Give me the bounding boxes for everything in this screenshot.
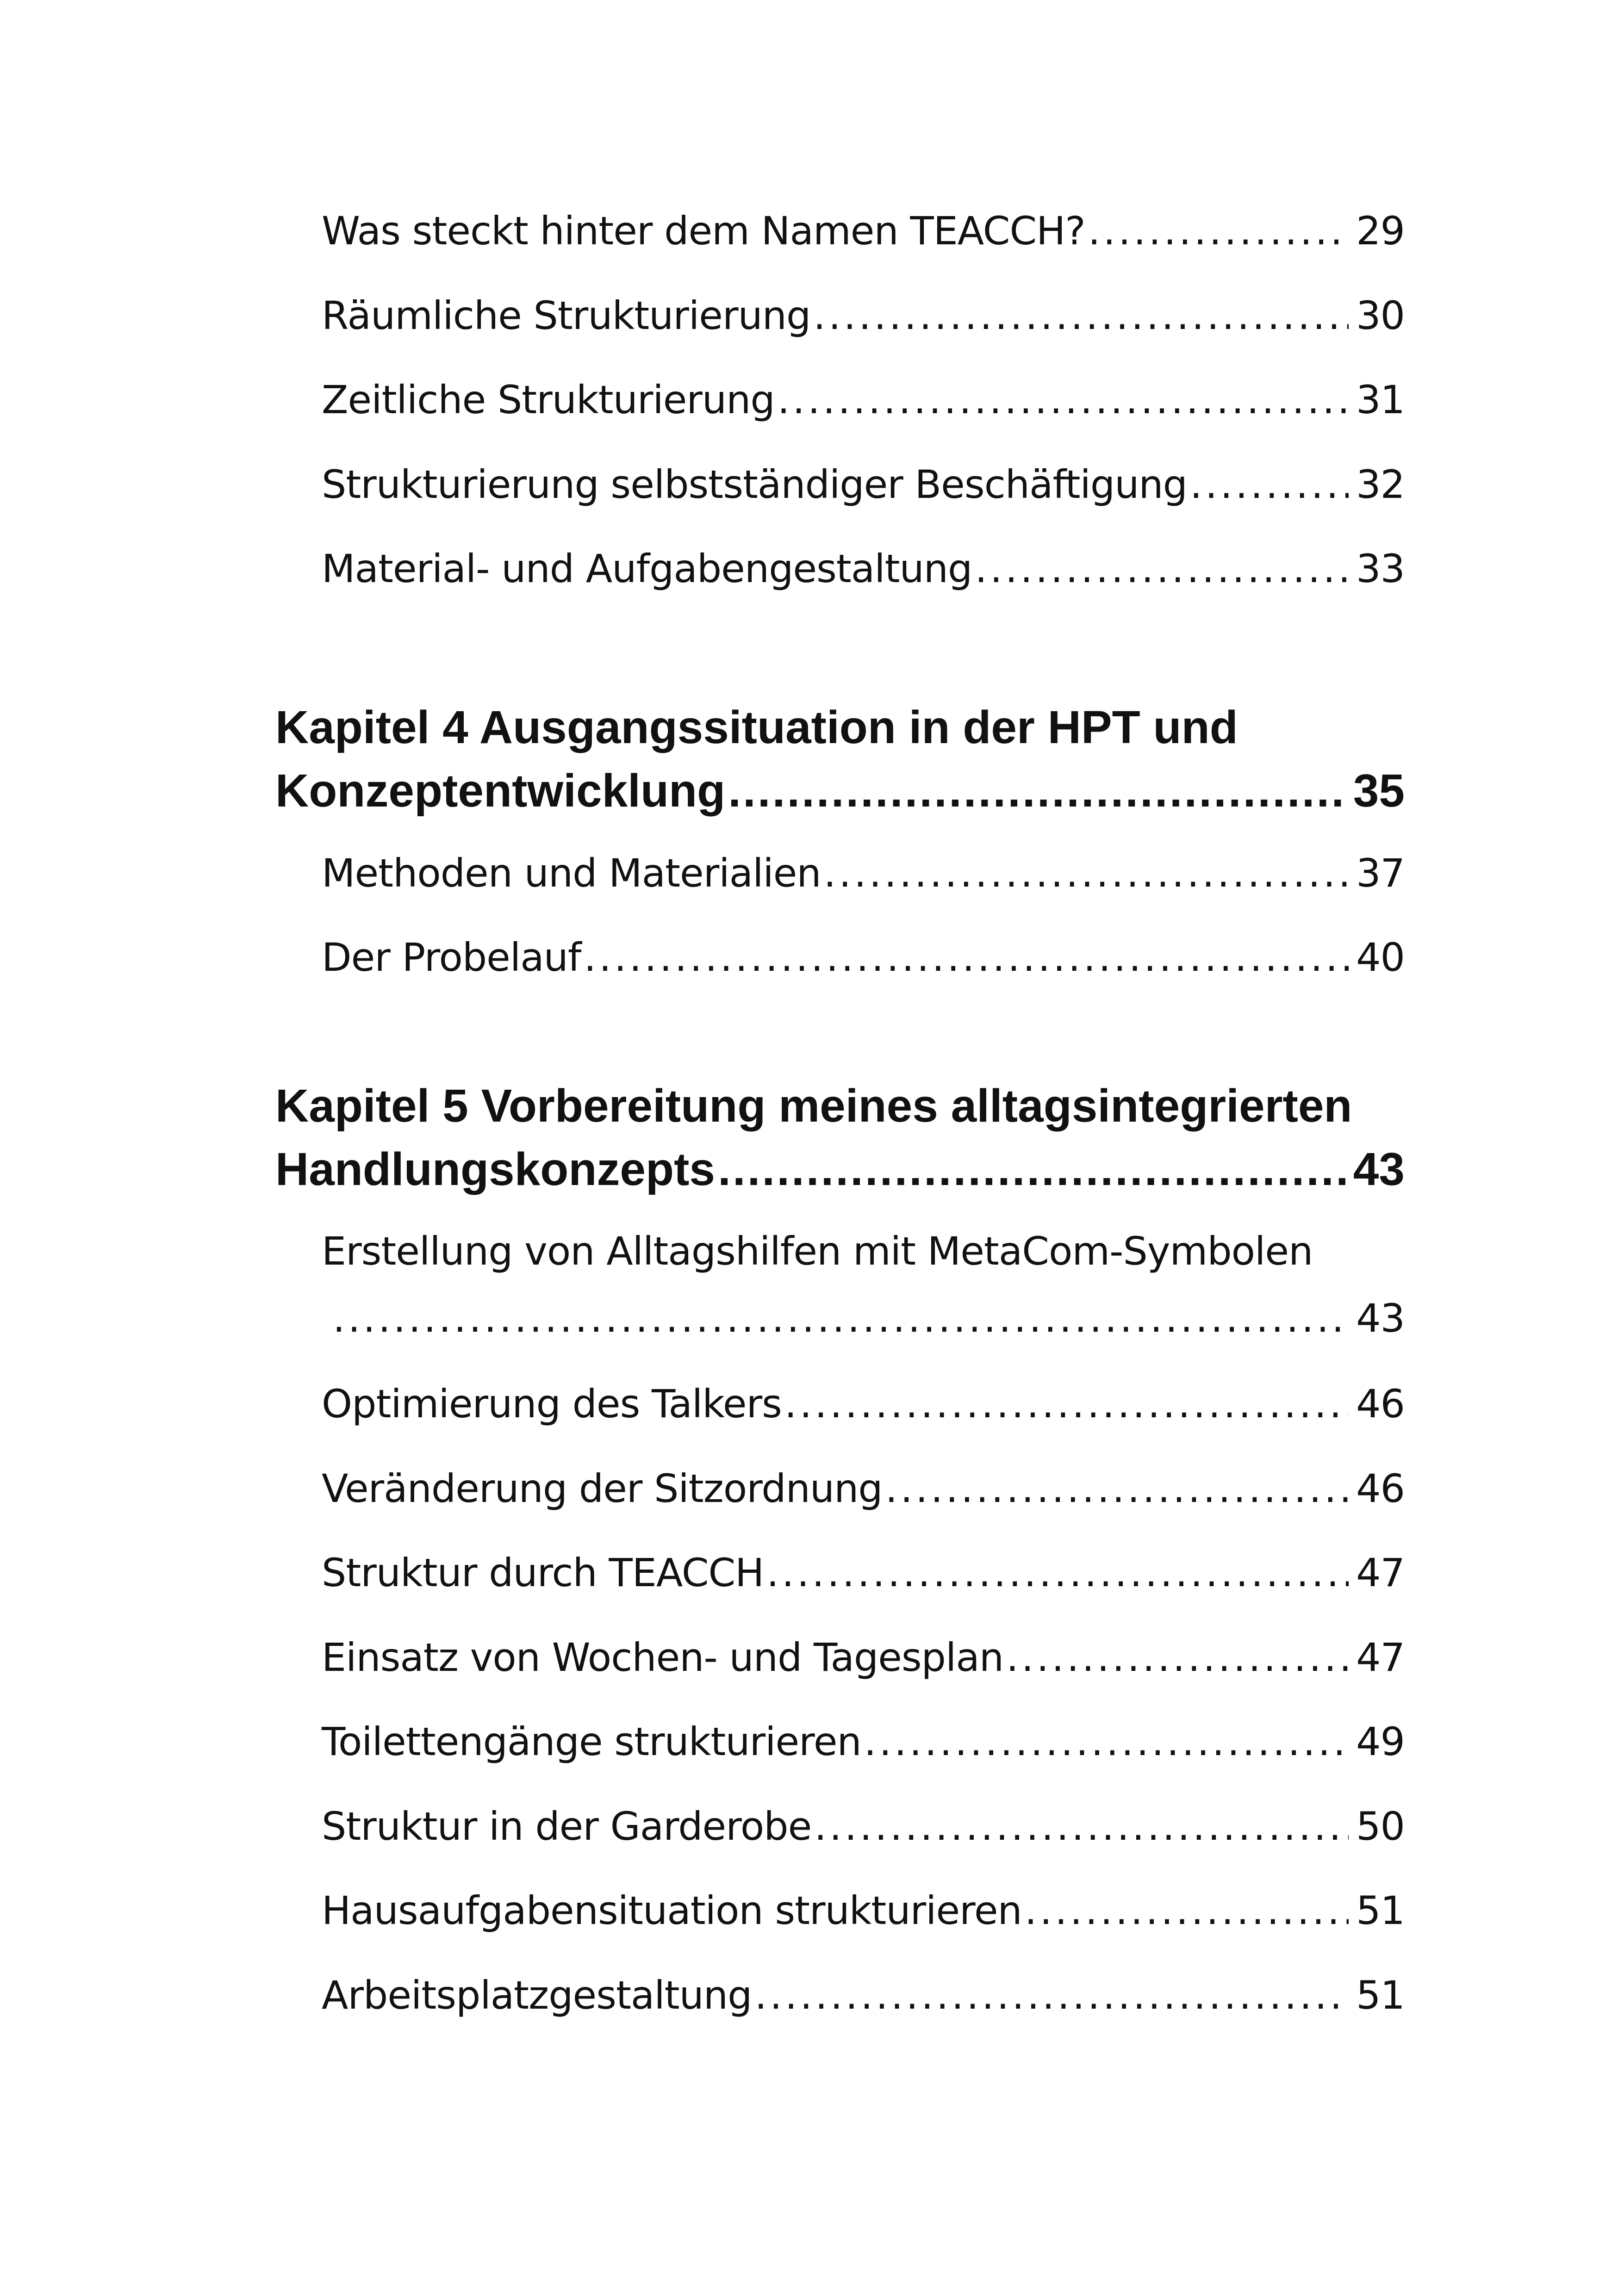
chapter-5-title-line2: Handlungskonzepts bbox=[275, 1143, 716, 1195]
chapter-4-title-line2: Konzeptentwicklung bbox=[275, 765, 726, 817]
dot-leader bbox=[1006, 1635, 1349, 1680]
toc-entry-wrapped-leader[interactable] bbox=[322, 1296, 1405, 1341]
toc-entry-title: Struktur durch TEACCH bbox=[322, 1550, 764, 1595]
toc-entry-title: Methoden und Materialien bbox=[322, 850, 821, 896]
toc-entry[interactable] bbox=[322, 1550, 1405, 1595]
toc-entry[interactable] bbox=[322, 462, 1405, 507]
toc-entry[interactable] bbox=[322, 377, 1405, 422]
toc-entry-page: 49 bbox=[1356, 1719, 1405, 1764]
toc-entry-title: Der Probelauf bbox=[322, 935, 581, 980]
chapter-5-page: 43 bbox=[1353, 1143, 1405, 1195]
toc-entry-title: Zeitliche Strukturierung bbox=[322, 377, 775, 422]
toc-entry-page: 30 bbox=[1356, 293, 1405, 338]
dot-leader bbox=[778, 377, 1349, 422]
toc-entry-page: 46 bbox=[1356, 1466, 1405, 1511]
toc-entry-page: 47 bbox=[1356, 1635, 1405, 1680]
toc-entry[interactable] bbox=[322, 1635, 1405, 1680]
toc-entry-page: 47 bbox=[1356, 1550, 1405, 1595]
toc-entry-title: Hausaufgabensituation strukturieren bbox=[322, 1888, 1022, 1933]
toc-entry-title: Struktur in der Garderobe bbox=[322, 1804, 812, 1849]
toc-entry[interactable] bbox=[322, 850, 1405, 896]
dot-leader bbox=[814, 1804, 1349, 1849]
toc-entry-page: 51 bbox=[1356, 1973, 1405, 2018]
toc-entry[interactable] bbox=[322, 546, 1405, 591]
dot-leader bbox=[784, 1381, 1349, 1427]
toc-entry-title: Einsatz von Wochen- und Tagesplan bbox=[322, 1635, 1004, 1680]
chapter-4-page: 35 bbox=[1353, 765, 1405, 817]
toc-entry[interactable] bbox=[322, 293, 1405, 338]
toc-entry-page: 43 bbox=[1356, 1296, 1405, 1341]
toc-entry[interactable] bbox=[322, 1381, 1405, 1427]
chapter-5-heading-line1[interactable] bbox=[275, 1080, 1405, 1133]
toc-entry-page: 33 bbox=[1356, 546, 1405, 591]
dot-leader bbox=[718, 1143, 1346, 1196]
toc-entry-title: Arbeitsplatzgestaltung bbox=[322, 1973, 752, 2018]
toc-entry-wrapped[interactable] bbox=[322, 1229, 1405, 1274]
dot-leader bbox=[864, 1719, 1349, 1764]
dot-leader bbox=[813, 293, 1349, 338]
toc-entry-page: 32 bbox=[1356, 462, 1405, 507]
toc-entry-page: 31 bbox=[1356, 377, 1405, 422]
dot-leader bbox=[885, 1466, 1349, 1511]
toc-entry[interactable] bbox=[322, 1973, 1405, 2018]
toc-entry-title: Optimierung des Talkers bbox=[322, 1381, 782, 1427]
toc-entry-page: 29 bbox=[1356, 208, 1405, 254]
toc-entry[interactable] bbox=[322, 1719, 1405, 1764]
toc-entry-title: Veränderung der Sitzordnung bbox=[322, 1466, 883, 1511]
toc-entry-page: 37 bbox=[1356, 850, 1405, 896]
dot-leader bbox=[584, 935, 1349, 980]
dot-leader bbox=[333, 1296, 1349, 1341]
toc-entry[interactable] bbox=[322, 1888, 1405, 1933]
chapter-4-heading-line1[interactable] bbox=[275, 701, 1405, 754]
toc-entry-page: 46 bbox=[1356, 1381, 1405, 1427]
toc-entry-title: Material- und Aufgabengestaltung bbox=[322, 546, 972, 591]
toc-entry-page: 51 bbox=[1356, 1888, 1405, 1933]
toc-entry-title: Strukturierung selbstständiger Beschäftigung bbox=[322, 462, 1187, 507]
toc-entry[interactable] bbox=[322, 208, 1405, 254]
chapter-4-title-line1: Kapitel 4 Ausgangssituation in der HPT und bbox=[275, 701, 1238, 753]
toc-entry[interactable] bbox=[322, 1466, 1405, 1511]
toc-entry-title: Erstellung von Alltagshilfen mit MetaCom-Symbolen bbox=[322, 1229, 1313, 1274]
dot-leader bbox=[1088, 208, 1349, 254]
toc-entry-title: Toilettengänge strukturieren bbox=[322, 1719, 861, 1764]
chapter-4-heading-line2[interactable] bbox=[275, 764, 1405, 818]
toc-entry[interactable] bbox=[322, 935, 1405, 980]
dot-leader bbox=[975, 546, 1349, 591]
chapter-5-heading-line2[interactable] bbox=[275, 1143, 1405, 1196]
dot-leader bbox=[1190, 462, 1349, 507]
toc-entry-page: 40 bbox=[1356, 935, 1405, 980]
toc-entry-page: 50 bbox=[1356, 1804, 1405, 1849]
chapter-5-title-line1: Kapitel 5 Vorbereitung meines alltagsintegrierten bbox=[275, 1080, 1352, 1132]
toc-entry-title: Was steckt hinter dem Namen TEACCH? bbox=[322, 208, 1085, 254]
dot-leader bbox=[754, 1973, 1349, 2018]
dot-leader bbox=[824, 850, 1349, 896]
toc-entry[interactable] bbox=[322, 1804, 1405, 1849]
dot-leader bbox=[728, 764, 1346, 818]
dot-leader bbox=[766, 1550, 1349, 1595]
toc-entry-title: Räumliche Strukturierung bbox=[322, 293, 811, 338]
dot-leader bbox=[1025, 1888, 1349, 1933]
